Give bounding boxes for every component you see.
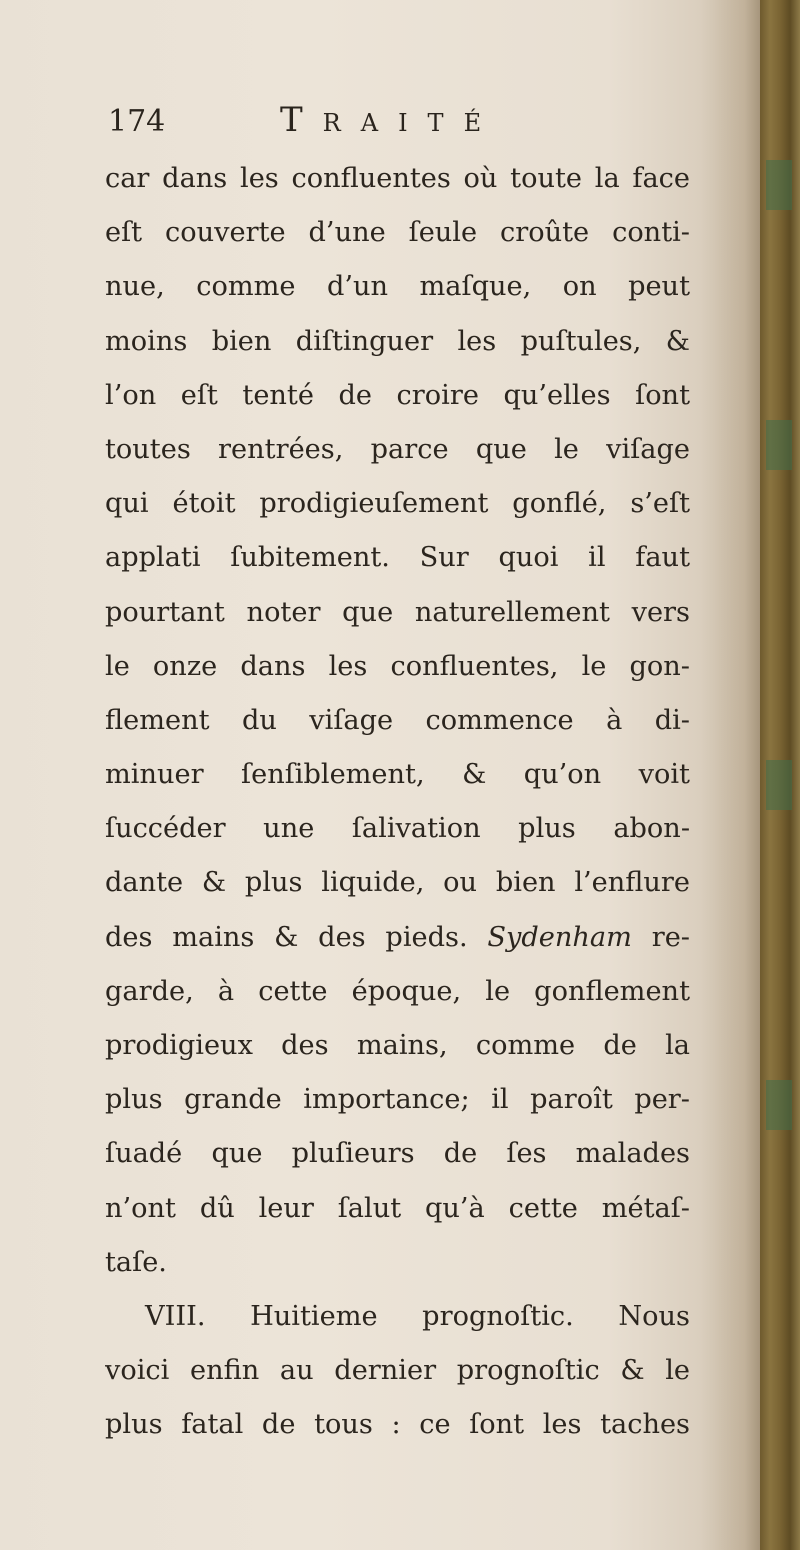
text-line: eſt couverte d’une ſeule croûte conti- [105, 217, 690, 249]
text-line: taſe. [105, 1246, 167, 1278]
text-line: n’ont dû leur ſalut qu’à cette métaſ- [105, 1192, 690, 1224]
text-line: plus fatal de tous : ce ſont les taches [105, 1409, 690, 1441]
text-line: le onze dans les confluentes, le gon- [105, 650, 690, 682]
text-line: garde, à cette époque, le gonflement [105, 975, 690, 1007]
page-number: 174 [108, 104, 166, 139]
text-line: nue, comme d’un maſque, on peut [105, 271, 690, 303]
text-line: applati ſubitement. Sur quoi il faut [105, 542, 690, 574]
text-segment: des mains & des pieds. [105, 921, 468, 953]
text-segment: re- [651, 921, 690, 953]
body-text [105, 152, 690, 1453]
text-line: l’on eſt tenté de croire qu’elles ſont [105, 379, 690, 411]
page-header [108, 100, 688, 144]
text-line: dante & plus liquide, ou bien l’enflure [105, 867, 690, 899]
running-title: Traité [280, 100, 502, 140]
text-line: minuer ſenſiblement, & qu’on voit [105, 759, 690, 791]
text-line: prodigieux des mains, comme de la [105, 1030, 690, 1061]
section-heading-line: VIII. Huitieme prognoſtic. Nous [145, 1300, 690, 1332]
text-line: ſuadé que pluſieurs de ſes malades [105, 1138, 690, 1170]
text-line: voici enfin au dernier prognoſtic & le [105, 1355, 690, 1387]
text-line: toutes rentrées, parce que le viſage [105, 433, 690, 465]
text-line-with-italic [105, 911, 690, 965]
text-line: pourtant noter que naturellement vers [105, 596, 690, 628]
text-line: moins bien diſtinguer les puſtules, & [105, 325, 690, 357]
text-line: qui étoit prodigieuſement gonflé, s’eſt [105, 488, 690, 520]
text-line: flement du viſage commence à di- [105, 704, 690, 736]
text-line: plus grande importance; il paroît per- [105, 1084, 690, 1116]
book-cover-edge [760, 0, 800, 1550]
author-name-italic: Sydenham [487, 921, 632, 953]
page-gutter-shadow [700, 0, 764, 1550]
text-line: ſuccéder une ſalivation plus abon- [105, 813, 690, 845]
text-line: car dans les confluentes où toute la face [105, 163, 690, 194]
